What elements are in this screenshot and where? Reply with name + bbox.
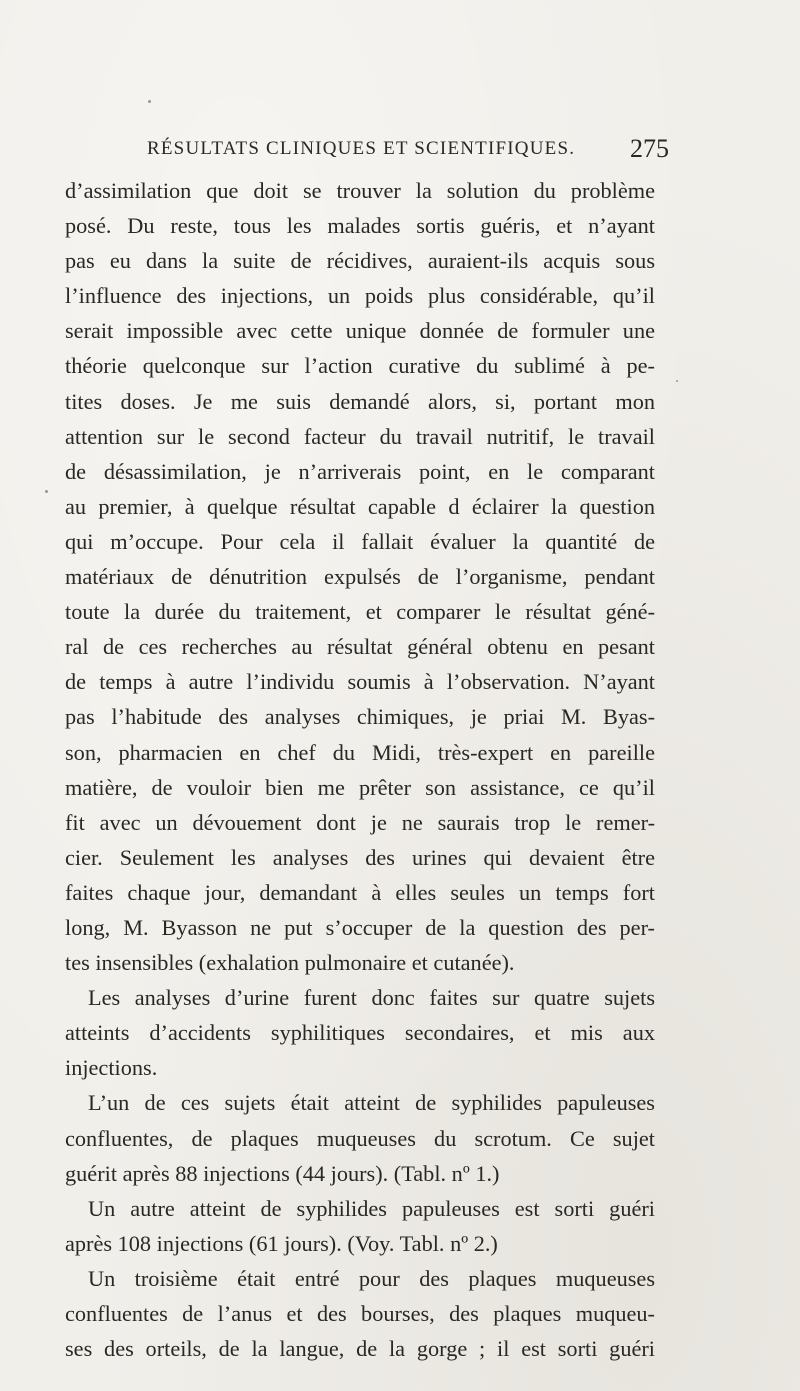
paper-speck: [45, 490, 48, 493]
text-line: atteints d’accidents syphilitiques secondaires, et mis aux: [65, 1020, 655, 1046]
text-line: au premier, à quelque résultat capable d éclairer la question: [65, 493, 655, 519]
text-line: après 108 injections (61 jours). (Voy. Tabl. nº 2.): [65, 1230, 498, 1256]
text-line: pas l’habitude des analyses chimiques, je priai M. Byas-: [65, 704, 655, 730]
text-line: qui m’occupe. Pour cela il fallait évaluer la quantité de: [65, 528, 655, 554]
text-line: L’un de ces sujets était atteint de syphilides papuleuses: [88, 1090, 655, 1116]
paper-speck: [148, 100, 151, 103]
text-line: injections.: [65, 1055, 158, 1081]
text-line: toute la durée du traitement, et comparer le résultat géné-: [65, 599, 655, 625]
text-line: cier. Seulement les analyses des urines qui devaient être: [65, 844, 655, 870]
body-text: [65, 173, 655, 1366]
text-line: tites doses. Je me suis demandé alors, si, portant mon: [65, 388, 655, 414]
text-line: Les analyses d’urine furent donc faites sur quatre sujets: [88, 985, 655, 1011]
text-line: matériaux de dénutrition expulsés de l’organisme, pendant: [65, 564, 655, 590]
text-line: matière, de vouloir bien me prêter son assistance, ce qu’il: [65, 774, 655, 800]
text-line: Un troisième était entré pour des plaques muqueuses: [88, 1265, 655, 1291]
text-line: ses des orteils, de la langue, de la gorge ; il est sorti guéri: [65, 1336, 655, 1362]
text-line: théorie quelconque sur l’action curative du sublimé à pe-: [65, 353, 655, 379]
text-line: tes insensibles (exhalation pulmonaire et cutanée).: [65, 950, 515, 976]
text-line: de désassimilation, je n’arriverais point, en le comparant: [65, 458, 655, 484]
text-line: d’assimilation que doit se trouver la solution du problème: [65, 178, 655, 203]
text-line: ral de ces recherches au résultat général obtenu en pesant: [65, 634, 655, 660]
running-head: RÉSULTATS CLINIQUES ET SCIENTIFIQUES.: [147, 138, 576, 159]
text-line: faites chaque jour, demandant à elles seules un temps fort: [65, 879, 655, 905]
text-line: son, pharmacien en chef du Midi, très-expert en pareille: [65, 739, 655, 765]
page-header: [147, 134, 669, 164]
paper-speck: [676, 380, 678, 382]
text-line: confluentes de l’anus et des bourses, des plaques muqueu-: [65, 1301, 655, 1326]
text-line: Un autre atteint de syphilides papuleuses est sorti guéri: [88, 1195, 655, 1221]
text-line: long, M. Byasson ne put s’occuper de la question des per-: [65, 914, 655, 940]
page-number: 275: [630, 134, 669, 163]
text-line: de temps à autre l’individu soumis à l’observation. N’ayant: [65, 669, 655, 695]
text-line: guérit après 88 injections (44 jours). (Tabl. nº 1.): [65, 1160, 500, 1186]
text-line: confluentes, de plaques muqueuses du scrotum. Ce sujet: [65, 1125, 655, 1151]
text-line: pas eu dans la suite de récidives, auraient-ils acquis sous: [65, 248, 655, 274]
text-line: l’influence des injections, un poids plus considérable, qu’il: [65, 283, 655, 309]
text-line: fit avec un dévouement dont je ne saurais trop le remer-: [65, 809, 655, 835]
text-line: serait impossible avec cette unique donnée de formuler une: [65, 318, 655, 344]
text-line: posé. Du reste, tous les malades sortis guéris, et n’ayant: [65, 213, 655, 239]
text-line: attention sur le second facteur du travail nutritif, le travail: [65, 423, 655, 449]
